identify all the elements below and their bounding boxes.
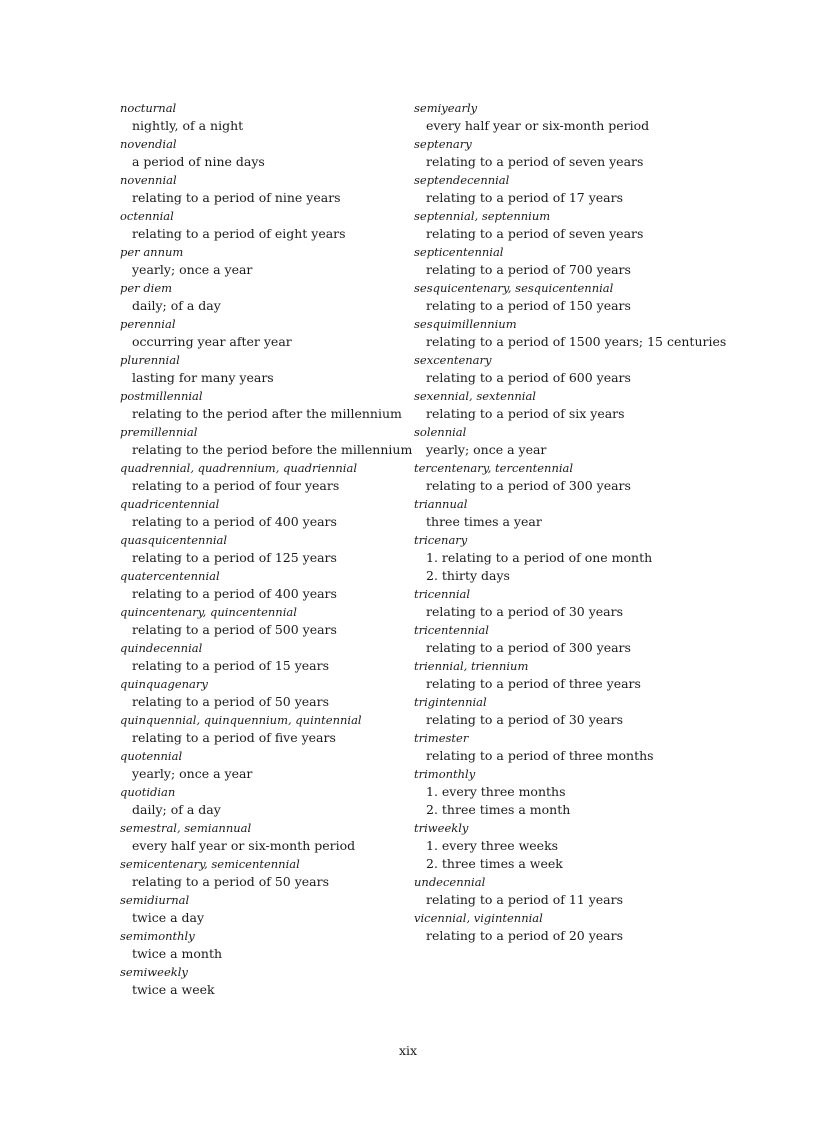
entry-definition: relating to a period of 17 years [426, 190, 623, 205]
entry-definition: relating to a period of 500 years [132, 622, 337, 637]
entry-definition: relating to a period of four years [132, 478, 340, 493]
entry-definition: relating to a period of nine years [132, 190, 341, 205]
right-column [414, 99, 727, 945]
entry-definition: nightly, of a night [132, 118, 244, 133]
entry-definition: twice a month [132, 946, 223, 961]
entry-definition: relating to a period of 11 years [426, 892, 623, 907]
entry-term: triennial, triennium [414, 659, 529, 673]
entry-term: semestral, semiannual [120, 821, 252, 835]
glossary-entry [120, 459, 405, 495]
entry-definition: relating to a period of 1500 years; 15 centuries [426, 334, 727, 349]
glossary-entry [414, 819, 714, 873]
entry-definition: 2. three times a month [426, 802, 571, 817]
glossary-entry [414, 873, 714, 909]
glossary-entry [120, 891, 405, 927]
entry-term: semiweekly [120, 965, 188, 979]
glossary-entry [120, 423, 413, 459]
entry-term: tercentenary, tercentennial [414, 461, 574, 475]
entry-definition: relating to the period before the millennium [132, 442, 413, 457]
glossary-entry [120, 387, 405, 423]
entry-term: semimonthly [120, 929, 195, 943]
entry-definition: relating to a period of 30 years [426, 604, 623, 619]
glossary-entry [414, 387, 714, 423]
glossary-entry [120, 243, 405, 279]
entry-term: plurennial [120, 353, 180, 367]
entry-term: tricentennial [414, 623, 489, 637]
entry-term: novendial [120, 137, 177, 151]
glossary-entry [120, 495, 405, 531]
glossary-entry [414, 909, 714, 945]
entry-term: per diem [120, 281, 173, 295]
entry-term: semiyearly [414, 101, 478, 115]
entry-definition: relating to a period of eight years [132, 226, 346, 241]
entry-term: quincentenary, quincentennial [120, 605, 297, 619]
glossary-entry [414, 495, 714, 531]
glossary-entry [120, 855, 405, 891]
glossary-entry [120, 639, 405, 675]
entry-definition: relating to a period of 300 years [426, 640, 631, 655]
entry-term: septicentennial [414, 245, 504, 259]
entry-definition: yearly; once a year [132, 262, 253, 277]
entry-term: trimonthly [414, 767, 476, 781]
entry-definition: three times a year [426, 514, 542, 529]
glossary-entry [120, 99, 405, 135]
glossary-entry [414, 657, 714, 693]
entry-definition: yearly; once a year [132, 766, 253, 781]
entry-definition: 1. every three months [426, 784, 566, 799]
entry-definition: daily; of a day [132, 298, 221, 313]
entry-definition: twice a week [132, 982, 215, 997]
glossary-entry [414, 315, 727, 351]
entry-definition: a period of nine days [132, 154, 265, 169]
entry-term: trigintennial [414, 695, 487, 709]
entry-definition: lasting for many years [132, 370, 274, 385]
entry-definition: relating to a period of three years [426, 676, 641, 691]
entry-term: triweekly [414, 821, 469, 835]
entry-definition: relating to a period of five years [132, 730, 336, 745]
glossary-entry [414, 459, 714, 495]
entry-definition: relating to a period of three months [426, 748, 654, 763]
entry-definition: twice a day [132, 910, 205, 925]
glossary-entry [414, 729, 714, 765]
entry-term: quatercentennial [120, 569, 220, 583]
glossary-entry [414, 279, 714, 315]
entry-term: sexennial, sextennial [414, 389, 536, 403]
entry-term: novennial [120, 173, 177, 187]
entry-term: quadrennial, quadrennium, quadriennial [120, 461, 358, 475]
glossary-entry [120, 819, 405, 855]
entry-definition: relating to a period of 400 years [132, 514, 337, 529]
entry-definition: 1. relating to a period of one month [426, 550, 653, 565]
entry-term: sesquimillennium [414, 317, 517, 331]
glossary-entry [120, 711, 405, 747]
glossary-entry [120, 963, 405, 999]
glossary-entry [120, 783, 405, 819]
glossary-entry [414, 423, 714, 459]
entry-definition: every half year or six-month period [132, 838, 356, 853]
entry-term: quotennial [120, 749, 183, 763]
entry-definition: daily; of a day [132, 802, 221, 817]
glossary-entry [414, 243, 714, 279]
glossary-entry [120, 747, 405, 783]
entry-term: trimester [414, 731, 469, 745]
entry-term: quinquennial, quinquennium, quintennial [120, 713, 362, 727]
entry-definition: relating to a period of 700 years [426, 262, 631, 277]
entry-definition: relating to a period of 125 years [132, 550, 337, 565]
entry-term: octennial [120, 209, 174, 223]
entry-definition: every half year or six-month period [426, 118, 650, 133]
glossary-entry [120, 207, 405, 243]
entry-term: quinquagenary [120, 677, 208, 691]
entry-term: tricenary [414, 533, 468, 547]
entry-definition: yearly; once a year [426, 442, 547, 457]
entry-definition: relating to a period of 20 years [426, 928, 623, 943]
glossary-entry [120, 171, 405, 207]
entry-term: septenary [414, 137, 472, 151]
entry-term: semicentenary, semicentennial [120, 857, 300, 871]
glossary-entry [120, 927, 405, 963]
entry-definition: 2. thirty days [426, 568, 510, 583]
entry-definition: relating to a period of 400 years [132, 586, 337, 601]
entry-term: solennial [414, 425, 467, 439]
entry-term: sesquicentenary, sesquicentennial [414, 281, 614, 295]
entry-term: septendecennial [414, 173, 510, 187]
entry-term: vicennial, vigintennial [414, 911, 543, 925]
entry-term: postmillennial [120, 389, 203, 403]
entry-term: premillennial [120, 425, 198, 439]
entry-definition: relating to a period of 150 years [426, 298, 631, 313]
entry-definition: relating to a period of seven years [426, 154, 644, 169]
page-number: xix [398, 1043, 418, 1058]
entry-term: nocturnal [120, 101, 177, 115]
glossary-entry [414, 135, 714, 171]
entry-definition: 2. three times a week [426, 856, 563, 871]
glossary-entry [120, 135, 405, 171]
glossary-entry [414, 99, 714, 135]
entry-term: quindecennial [120, 641, 203, 655]
entry-term: sexcentenary [414, 353, 492, 367]
entry-term: per annum [120, 245, 184, 259]
entry-term: undecennial [414, 875, 486, 889]
glossary-entry [414, 207, 714, 243]
entry-term: quadricentennial [120, 497, 220, 511]
glossary-entry [414, 351, 714, 387]
entry-term: quasquicentennial [120, 533, 228, 547]
entry-term: tricennial [414, 587, 471, 601]
entry-term: triannual [414, 497, 468, 511]
glossary-entry [414, 171, 714, 207]
entry-definition: relating to a period of 30 years [426, 712, 623, 727]
glossary-entry [414, 621, 714, 657]
entry-definition: occurring year after year [132, 334, 292, 349]
glossary-entry [414, 765, 714, 819]
entry-definition: 1. every three weeks [426, 838, 559, 853]
entry-definition: relating to a period of 600 years [426, 370, 631, 385]
glossary-entry [120, 279, 405, 315]
glossary-entry [120, 351, 405, 387]
left-column [120, 99, 413, 999]
entry-term: semidiurnal [120, 893, 190, 907]
entry-definition: relating to a period of 50 years [132, 694, 329, 709]
glossary-entry [120, 567, 405, 603]
entry-definition: relating to a period of 15 years [132, 658, 329, 673]
glossary-entry [120, 603, 405, 639]
entry-definition: relating to a period of 50 years [132, 874, 329, 889]
entry-term: perennial [120, 317, 176, 331]
entry-definition: relating to a period of six years [426, 406, 625, 421]
entry-definition: relating to a period of 300 years [426, 478, 631, 493]
entry-definition: relating to the period after the millennium [132, 406, 402, 421]
glossary-entry [414, 693, 714, 729]
entry-term: quotidian [120, 785, 176, 799]
entry-definition: relating to a period of seven years [426, 226, 644, 241]
glossary-entry [120, 315, 405, 351]
glossary-entry [120, 531, 405, 567]
entry-term: septennial, septennium [414, 209, 551, 223]
glossary-entry [414, 585, 714, 621]
glossary-entry [120, 675, 405, 711]
glossary-entry [414, 531, 714, 585]
